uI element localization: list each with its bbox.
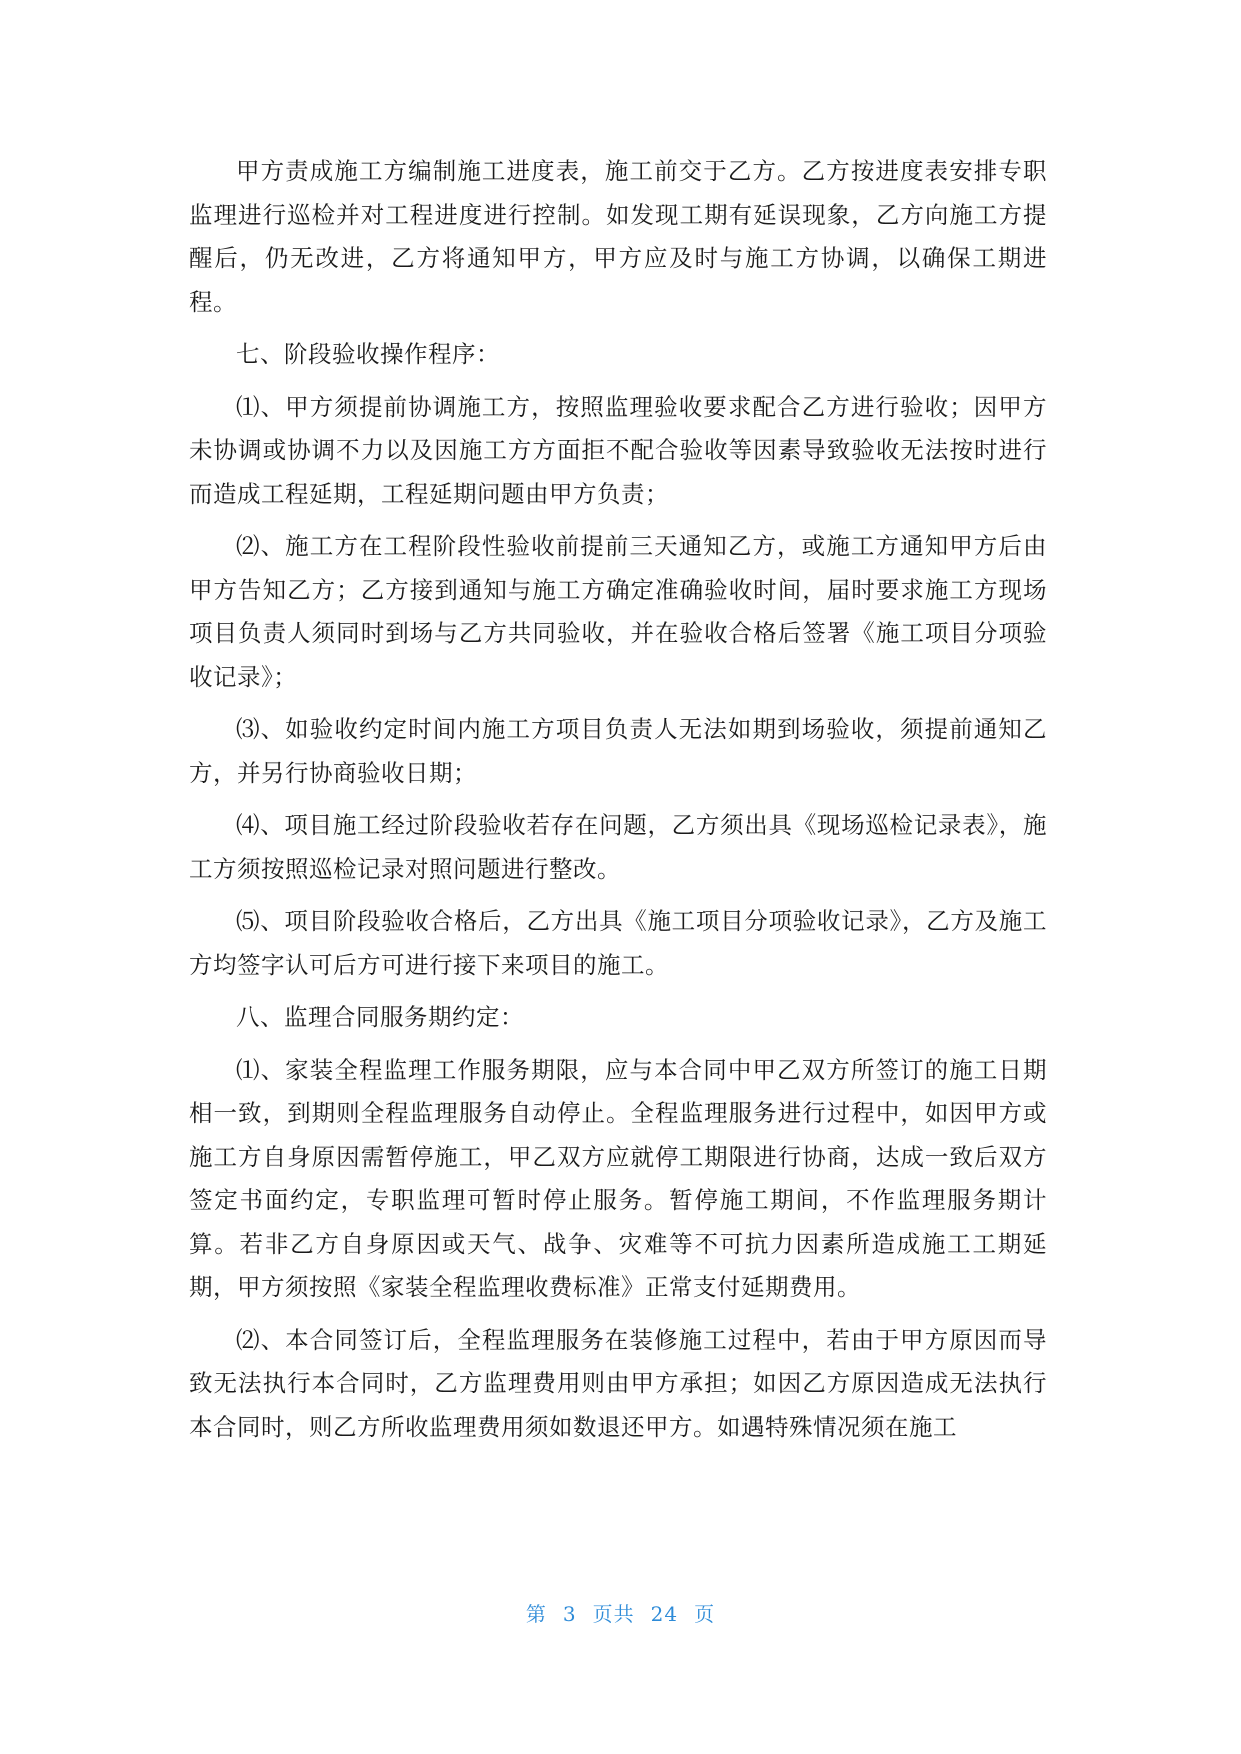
paragraph-acceptance-5: ⑸、项目阶段验收合格后，乙方出具《施工项目分项验收记录》，乙方及施工方均签字认可后方可进行接下来项目的施工。 bbox=[189, 907, 1047, 979]
section-heading-service-period: 八、监理合同服务期约定： bbox=[236, 1003, 524, 1031]
paragraph-acceptance-3: ⑶、如验收约定时间内施工方项目负责人无法如期到场验收，须提前通知乙方，并另行协商验收日期； bbox=[189, 715, 1047, 787]
document-body bbox=[189, 150, 1047, 1458]
footer-mid: 页共 bbox=[592, 1602, 635, 1626]
paragraph-acceptance-2: ⑵、施工方在工程阶段性验收前提前三天通知乙方，或施工方通知甲方后由甲方告知乙方；乙方接到通知与施工方确定准确验收时间，届时要求施工方现场项目负责人须同时到场与乙方共同验收，并在验收合格后签署《施工项目分项验收记录》； bbox=[189, 532, 1047, 691]
paragraph-service-period-2: ⑵、本合同签订后，全程监理服务在装修施工过程中，若由于甲方原因而导致无法执行本合同时，乙方监理费用则由甲方承担；如因乙方原因造成无法执行本合同时，则乙方所收监理费用须如数退还甲方。如遇特殊情况须在施工 bbox=[189, 1325, 1047, 1441]
paragraph-acceptance-1: ⑴、甲方须提前协调施工方，按照监理验收要求配合乙方进行验收；因甲方未协调或协调不力以及因施工方方面拒不配合验收等因素导致验收无法按时进行而造成工程延期，工程延期问题由甲方负责； bbox=[189, 392, 1047, 508]
footer-prefix: 第 bbox=[525, 1602, 547, 1626]
paragraph-acceptance-4: ⑷、项目施工经过阶段验收若存在问题，乙方须出具《现场巡检记录表》，施工方须按照巡检记录对照问题进行整改。 bbox=[189, 811, 1047, 883]
footer-page-number: 3 bbox=[562, 1602, 577, 1626]
footer-total-pages: 24 bbox=[650, 1602, 679, 1626]
paragraph-schedule-control: 甲方责成施工方编制施工进度表，施工前交于乙方。乙方按进度表安排专职监理进行巡检并对工程进度进行控制。如发现工期有延误现象，乙方向施工方提醒后，仍无改进，乙方将通知甲方，甲方应及时与施工方协调，以确保工期进程。 bbox=[189, 157, 1047, 316]
page-footer bbox=[0, 1598, 1241, 1627]
section-heading-stage-acceptance: 七、阶段验收操作程序： bbox=[236, 340, 500, 368]
footer-suffix: 页 bbox=[694, 1602, 716, 1626]
paragraph-service-period-1: ⑴、家装全程监理工作服务期限，应与本合同中甲乙双方所签订的施工日期相一致，到期则全程监理服务自动停止。全程监理服务进行过程中，如因甲方或施工方自身原因需暂停施工，甲乙双方应就停工期限进行协商，达成一致后双方签定书面约定，专职监理可暂时停止服务。暂停施工期间，不作监理服务期计算。若非乙方自身原因或天气、战争、灾难等不可抗力因素所造成施工工期延期，甲方须按照《家装全程监理收费标准》正常支付延期费用。 bbox=[189, 1055, 1047, 1301]
